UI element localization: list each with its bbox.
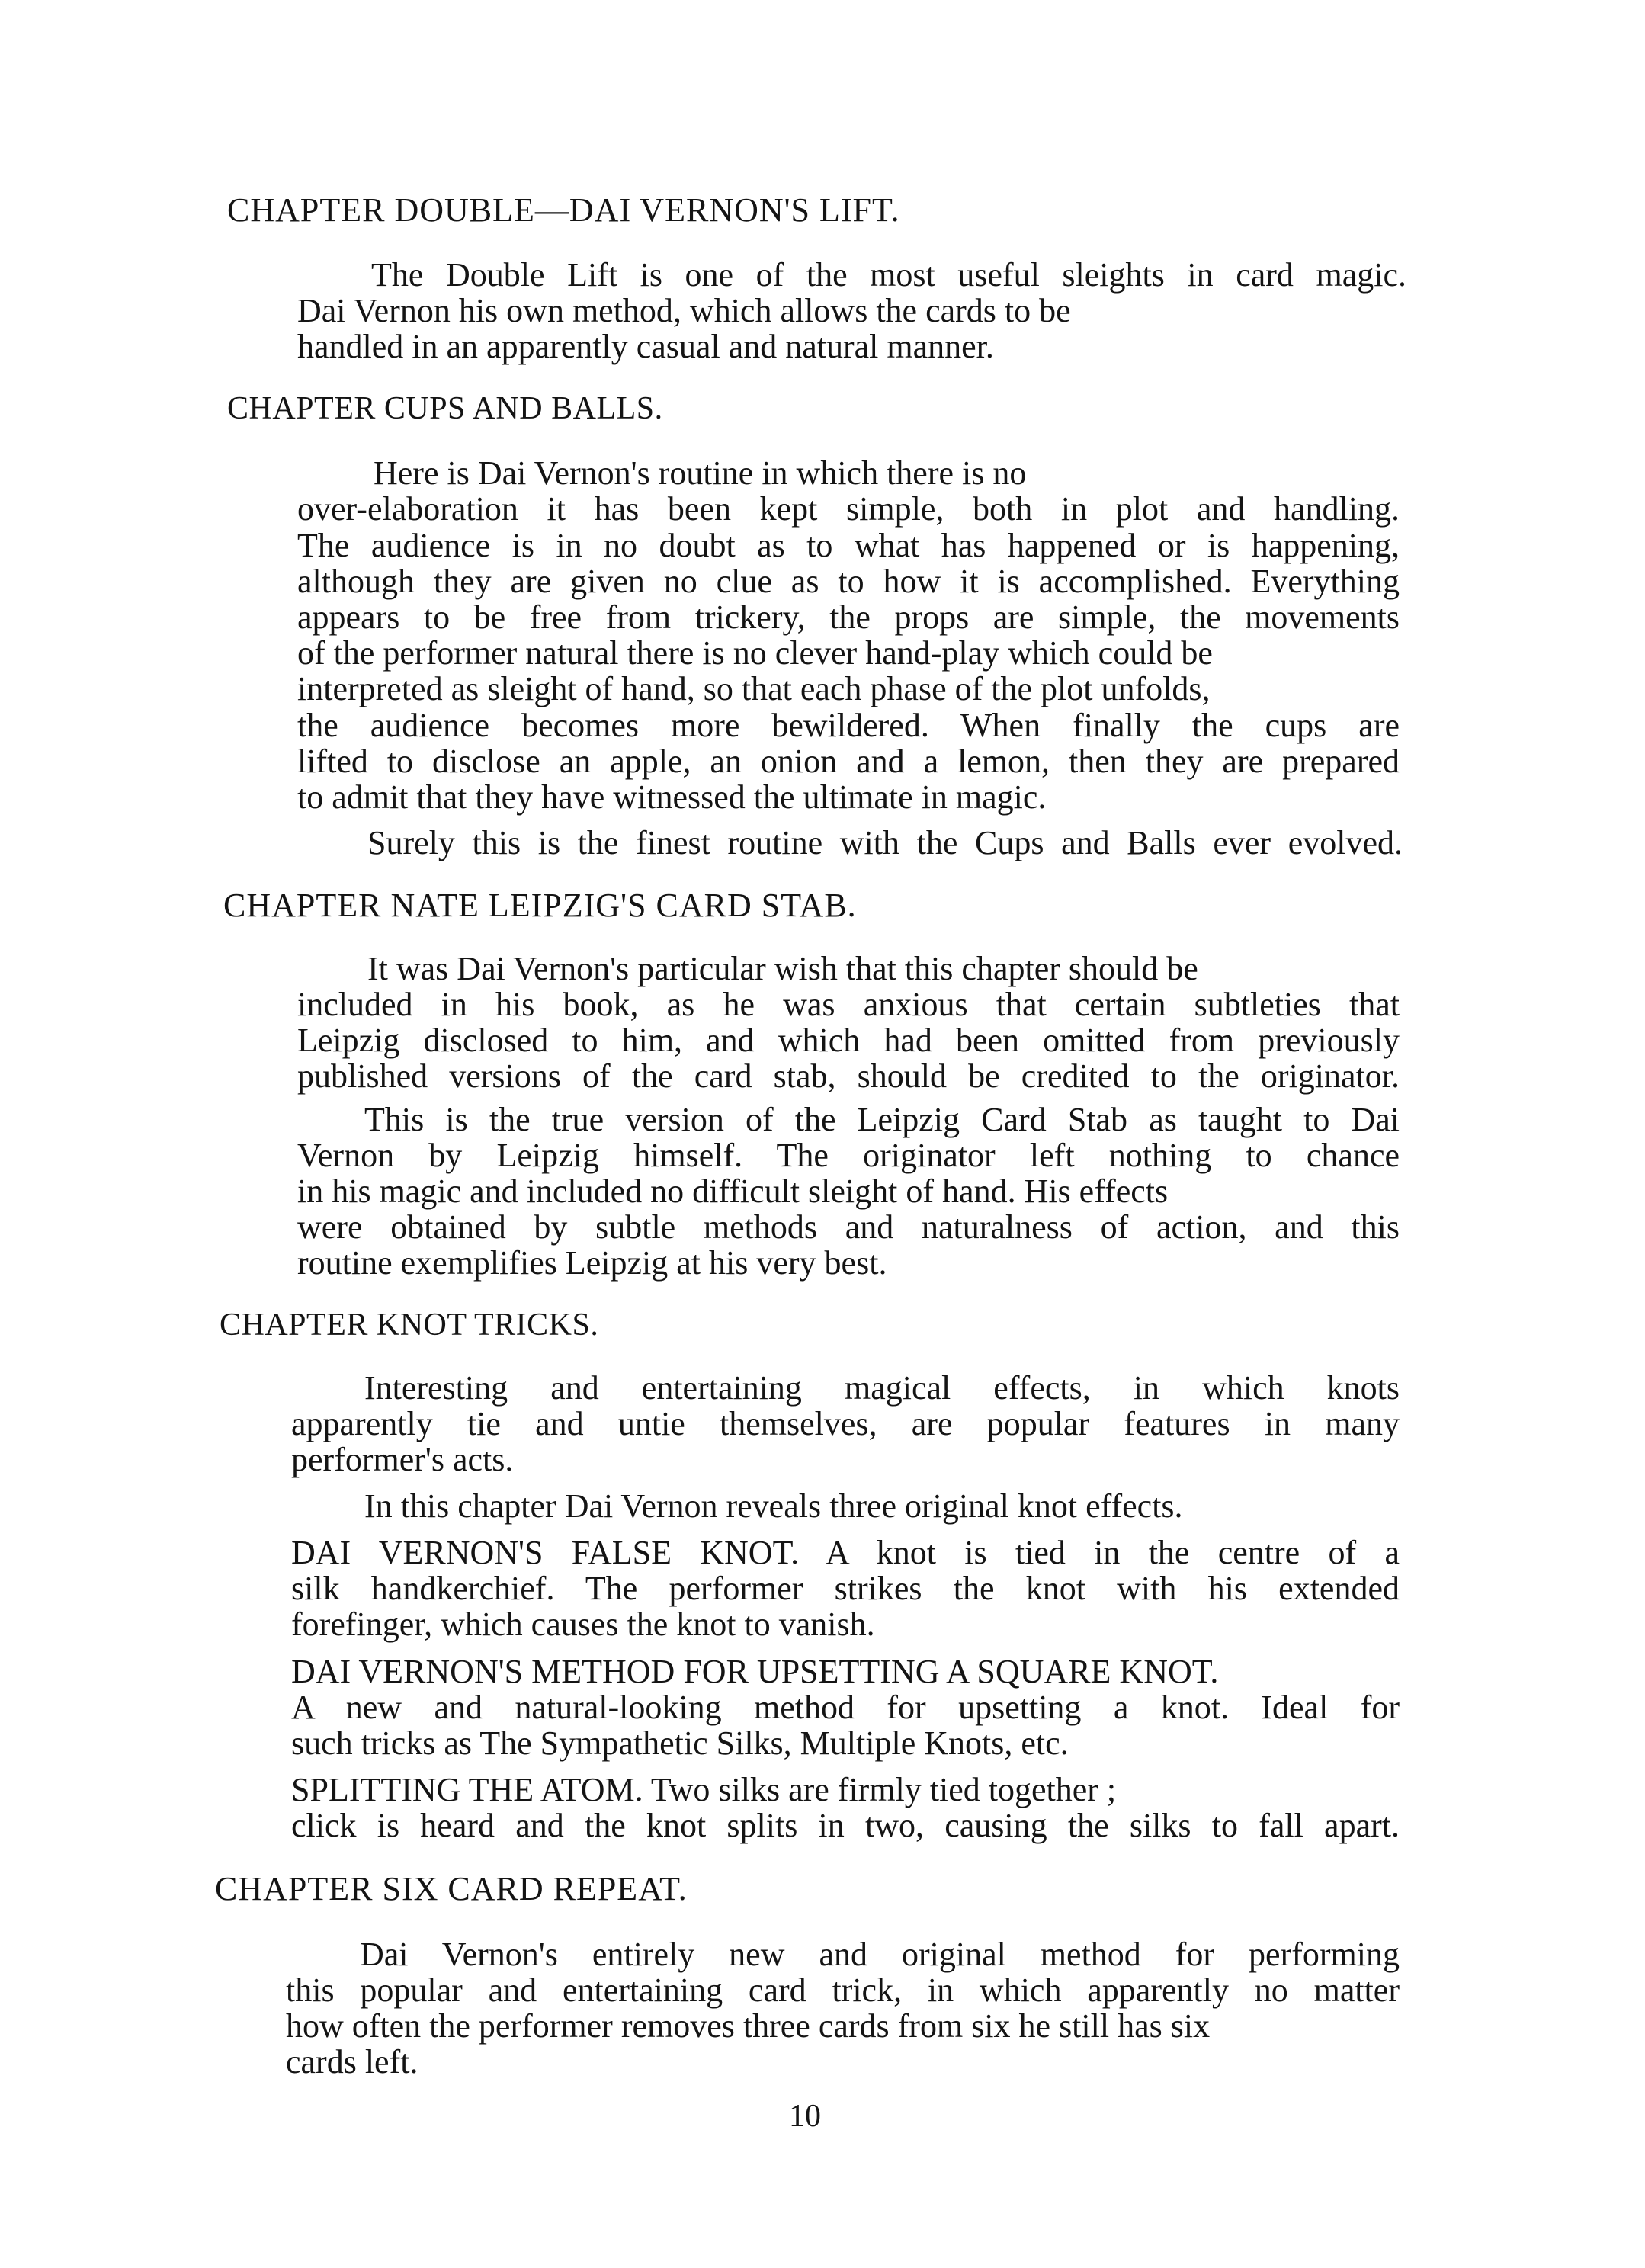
text-line: cards left. xyxy=(286,2043,418,2080)
text-line: Surely this is the finest routine with the Cups and Balls ever evolved. xyxy=(367,824,1403,861)
text-line: The audience is in no doubt as to what has happened or is happening, xyxy=(297,527,1400,564)
text-line: forefinger, which causes the knot to vanish. xyxy=(291,1606,875,1643)
text-line: although they are given no clue as to how it is accomplished. Everything xyxy=(297,563,1400,600)
chapter-heading-card-stab: CHAPTER NATE LEIPZIG'S CARD STAB. xyxy=(223,887,857,924)
text-line: In this chapter Dai Vernon reveals three original knot effects. xyxy=(364,1487,1183,1525)
text-line: of the performer natural there is no clever hand-play which could be xyxy=(297,634,1213,672)
page-number: 10 xyxy=(789,2099,821,2134)
text-line: to admit that they have witnessed the ultimate in magic. xyxy=(297,778,1047,816)
text-line: in his magic and included no difficult sleight of hand. His effects xyxy=(297,1172,1169,1210)
text-line: This is the true version of the Leipzig Card Stab as taught to Dai xyxy=(364,1101,1400,1138)
text-line: DAI VERNON'S METHOD FOR UPSETTING A SQUARE KNOT. xyxy=(291,1653,1219,1690)
text-line: Dai Vernon his own method, which allows the cards to be xyxy=(297,292,1071,329)
text-line: published versions of the card stab, should be credited to the originator. xyxy=(297,1057,1400,1095)
text-line: the audience becomes more bewildered. When finally the cups are xyxy=(297,707,1400,744)
text-line: handled in an apparently casual and natural manner. xyxy=(297,328,994,365)
text-line: apparently tie and untie themselves, are popular features in many xyxy=(291,1405,1400,1442)
chapter-heading-knot-tricks: CHAPTER KNOT TRICKS. xyxy=(220,1307,599,1343)
text-line: A new and natural-looking method for upsetting a knot. Ideal for xyxy=(291,1689,1400,1726)
text-line: performer's acts. xyxy=(291,1441,514,1478)
text-line: such tricks as The Sympathetic Silks, Multiple Knots, etc. xyxy=(291,1724,1069,1762)
text-line: appears to be free from trickery, the props are simple, the movements xyxy=(297,598,1400,636)
text-line: over-elaboration it has been kept simple, both in plot and handling. xyxy=(297,490,1400,528)
text-line: included in his book, as he was anxious that certain subtleties that xyxy=(297,986,1400,1023)
chapter-heading-cups-and-balls: CHAPTER CUPS AND BALLS. xyxy=(227,391,663,426)
chapter-heading-six-card-repeat: CHAPTER SIX CARD REPEAT. xyxy=(215,1870,688,1907)
text-line: The Double Lift is one of the most useful sleights in card magic. xyxy=(371,256,1406,294)
text-line: silk handkerchief. The performer strikes the knot with his extended xyxy=(291,1570,1400,1607)
text-line: this popular and entertaining card trick, in which apparently no matter xyxy=(286,1971,1400,2009)
text-line: lifted to disclose an apple, an onion and a lemon, then they are prepared xyxy=(297,743,1400,780)
text-line: Leipzig disclosed to him, and which had been omitted from previously xyxy=(297,1022,1400,1059)
text-line: Dai Vernon's entirely new and original method for performing xyxy=(360,1936,1400,1973)
chapter-heading-double-lift: CHAPTER DOUBLE—DAI VERNON'S LIFT. xyxy=(227,191,900,229)
text-line: Here is Dai Vernon's routine in which there is no xyxy=(374,454,1027,492)
text-line: interpreted as sleight of hand, so that each phase of the plot unfolds, xyxy=(297,670,1211,707)
text-line: click is heard and the knot splits in two, causing the silks to fall apart. xyxy=(291,1807,1400,1844)
text-line: how often the performer removes three cards from six he still has six xyxy=(286,2007,1211,2045)
text-line: DAI VERNON'S FALSE KNOT. A knot is tied in the centre of a xyxy=(291,1534,1400,1571)
text-line: routine exemplifies Leipzig at his very best. xyxy=(297,1244,887,1282)
text-line: It was Dai Vernon's particular wish that this chapter should be xyxy=(367,950,1198,987)
text-line: Vernon by Leipzig himself. The originator left nothing to chance xyxy=(297,1137,1400,1174)
text-line: were obtained by subtle methods and naturalness of action, and this xyxy=(297,1208,1400,1246)
text-line: Interesting and entertaining magical effects, in which knots xyxy=(364,1369,1400,1407)
text-line: SPLITTING THE ATOM. Two silks are firmly tied together ; xyxy=(291,1771,1117,1808)
